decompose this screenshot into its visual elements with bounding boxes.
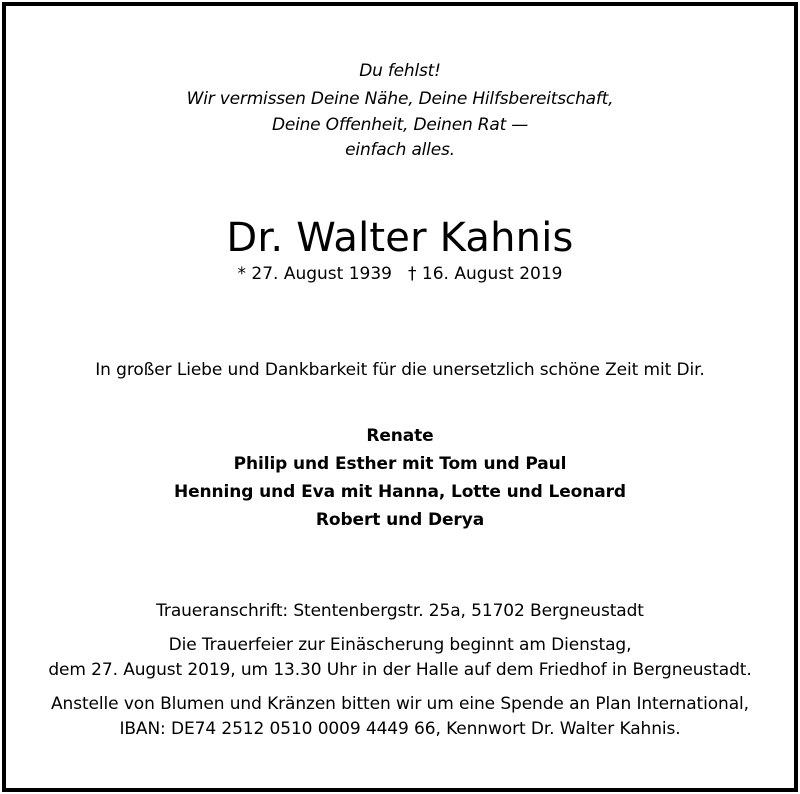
donation-line-1: Anstelle von Blumen und Kränzen bitten wir um eine Spende an Plan International,: [51, 694, 749, 714]
family-member-2: Philip und Esther mit Tom und Paul: [233, 454, 567, 474]
deceased-name: Dr. Walter Kahnis: [226, 215, 574, 261]
donation-line-2: IBAN: DE74 2512 0510 0009 4449 66, Kennwort Dr. Walter Kahnis.: [119, 719, 681, 739]
birth-date: * 27. August 1939: [237, 264, 392, 284]
poem-line-3: Deine Offenheit, Deinen Rat —: [271, 115, 529, 135]
death-date: † 16. August 2019: [408, 264, 563, 284]
life-dates: [0, 264, 800, 284]
poem-line-2: Wir vermissen Deine Nähe, Deine Hilfsbereitschaft,: [186, 89, 614, 109]
ceremony-line-2: dem 27. August 2019, um 13.30 Uhr in der Halle auf dem Friedhof in Bergneustadt.: [48, 660, 752, 680]
family-member-4: Robert und Derya: [315, 510, 485, 530]
family-member-3: Henning und Eva mit Hanna, Lotte und Leonard: [174, 482, 626, 502]
dedication-text: In großer Liebe und Dankbarkeit für die unersetzlich schöne Zeit mit Dir.: [95, 360, 705, 380]
family-member-1: Renate: [366, 426, 434, 446]
poem-line-1: Du fehlst!: [359, 61, 441, 81]
ceremony-line-1: Die Trauerfeier zur Einäscherung beginnt am Dienstag,: [168, 635, 632, 655]
mourning-address: Traueranschrift: Stentenbergstr. 25a, 51702 Bergneustadt: [156, 601, 644, 621]
poem-line-4: einfach alles.: [345, 140, 455, 160]
